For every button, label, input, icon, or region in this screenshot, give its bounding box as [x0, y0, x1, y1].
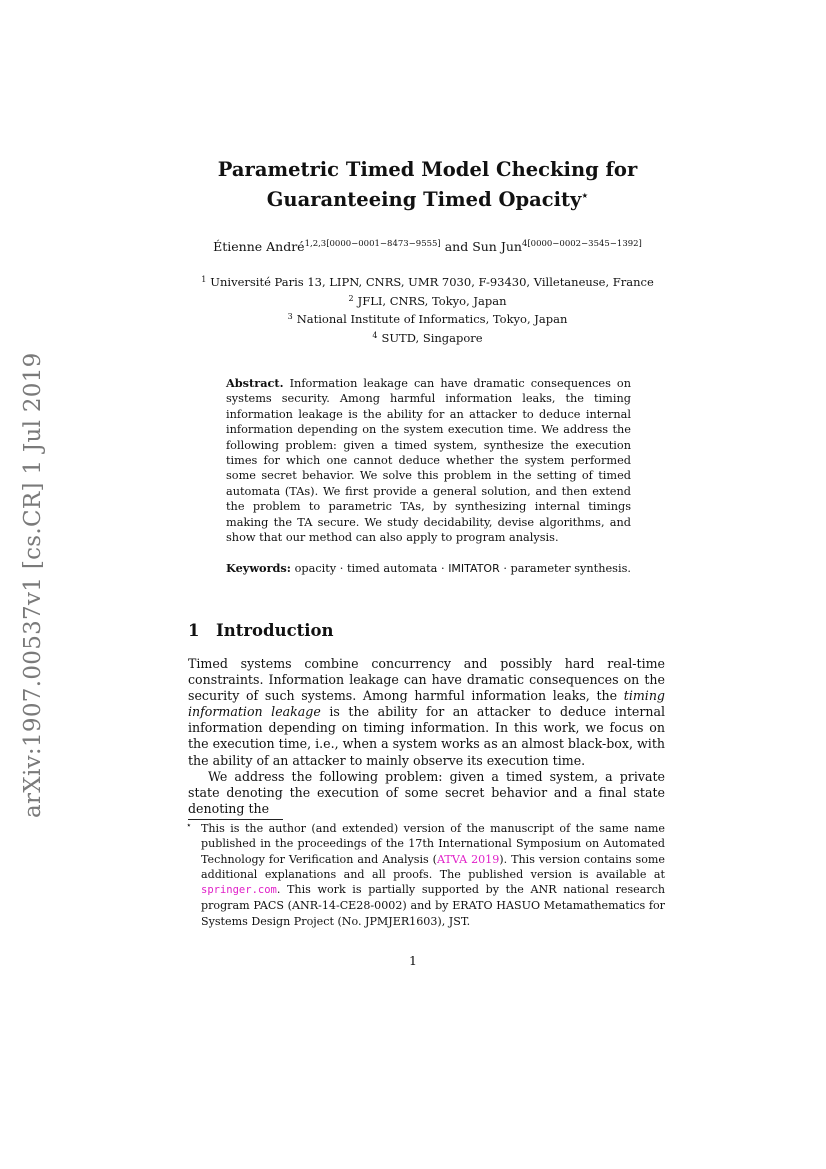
affiliation-text: Université Paris 13, LIPN, CNRS, UMR 7030, F-93430, Villetaneuse, France	[210, 275, 654, 289]
springer-link[interactable]: springer.com	[201, 884, 277, 897]
section-number: 1	[188, 621, 200, 640]
keywords-label: Keywords:	[226, 561, 291, 575]
footnote-text-part: ). This version contains some additional explanations and all proofs. The published version is available at	[201, 852, 665, 881]
affiliation-number: 2	[348, 293, 354, 303]
affiliations	[150, 272, 705, 346]
title-line-1: Parametric Timed Model Checking for	[217, 158, 638, 181]
abstract-label: Abstract.	[226, 376, 284, 390]
affiliation-item	[150, 309, 705, 328]
paragraph-text: is the ability for an attacker to deduce internal information depending on timing information. In this work, we focus on the execution time, i.e., when a system works as an almost black-box, with the ability of an attacker to mainly observe its execution time.	[188, 704, 666, 768]
affiliation-text: SUTD, Singapore	[381, 330, 483, 345]
paragraph	[188, 656, 665, 769]
section-heading	[188, 621, 334, 640]
author-orcid: 4[0000−0002−3545−1392]	[521, 239, 642, 249]
author-orcid: 1,2,3[0000−0001−8473−9555]	[304, 239, 441, 249]
affiliation-number: 3	[287, 312, 293, 321]
author-list	[150, 239, 705, 254]
paragraph: We address the following problem: given a timed system, a private state denoting the execution of some secret behavior and a final state denoting the	[188, 768, 665, 816]
author-name: Étienne André	[213, 239, 305, 254]
keywords-text-end: · parameter synthesis.	[499, 562, 631, 575]
footnote-rule	[188, 819, 283, 820]
section-title: Introduction	[216, 621, 334, 640]
arxiv-identifier: arXiv:1907.00537v1 [cs.CR] 1 Jul 2019	[20, 352, 46, 818]
footnote-text-part: . This work is partially supported by the ANR national research program PACS (ANR-14-CE28-0002) and by ERATO HASUO Metamathematics for Systems Design Project (No. JPMJER1603), JST.	[201, 883, 665, 928]
affiliation-number: 1	[201, 275, 207, 284]
emphasis: timing information leakage	[188, 688, 665, 720]
affiliation-text: JFLI, CNRS, Tokyo, Japan	[357, 293, 507, 308]
affiliation-text: National Institute of Informatics, Tokyo, Japan	[296, 312, 568, 326]
affiliation-item	[150, 272, 705, 291]
footnote-text-part: This is the author (and extended) version of the manuscript of the same name published in the proceedings of the 17th International Symposium on Automated Technology for Verification and Analysis (	[201, 822, 665, 866]
footnote-mark: ⋆	[186, 821, 192, 831]
abstract	[226, 376, 631, 545]
paper-title	[180, 157, 675, 213]
affiliation-item	[150, 328, 705, 347]
footnote	[188, 821, 665, 929]
footnote-text	[201, 821, 665, 929]
atva-link[interactable]: ATVA 2019	[437, 852, 500, 866]
keyword-tool: IMITATOR	[448, 562, 500, 575]
author-name: Sun Jun	[472, 239, 522, 254]
title-line-2-text: Guaranteeing Timed Opacity	[266, 188, 582, 211]
author-conjunction: and	[440, 239, 473, 254]
keywords	[226, 561, 631, 576]
title-line-2	[180, 183, 675, 213]
abstract-text: Information leakage can have dramatic consequences on systems security. Among harmful information leaks, the timing information leakage is the ability for an attacker to deduce internal information depending on the system execution time. We address the following problem: given a timed system, synthesize the execution times for which one cannot deduce whether the system performed some secret behavior. We solve this problem in the setting of timed automata (TAs). We first provide a general solution, and then extend the problem to parametric TAs, by synthesizing internal timings making the TA secure. We study decidability, devise algorithms, and show that our method can also apply to program analysis.	[226, 377, 632, 545]
affiliation-number: 4	[372, 330, 378, 340]
keywords-text: opacity · timed automata ·	[294, 562, 449, 575]
title-footnote-mark[interactable]: ⋆	[581, 189, 589, 202]
page-number: 1	[409, 953, 417, 968]
body-text	[188, 656, 665, 817]
paragraph-text: Timed systems combine concurrency and possibly hard real-time constraints. Information leakage can have dramatic consequences on the security of such systems. Among harmful information leaks, the	[188, 656, 665, 704]
affiliation-item	[150, 291, 705, 310]
